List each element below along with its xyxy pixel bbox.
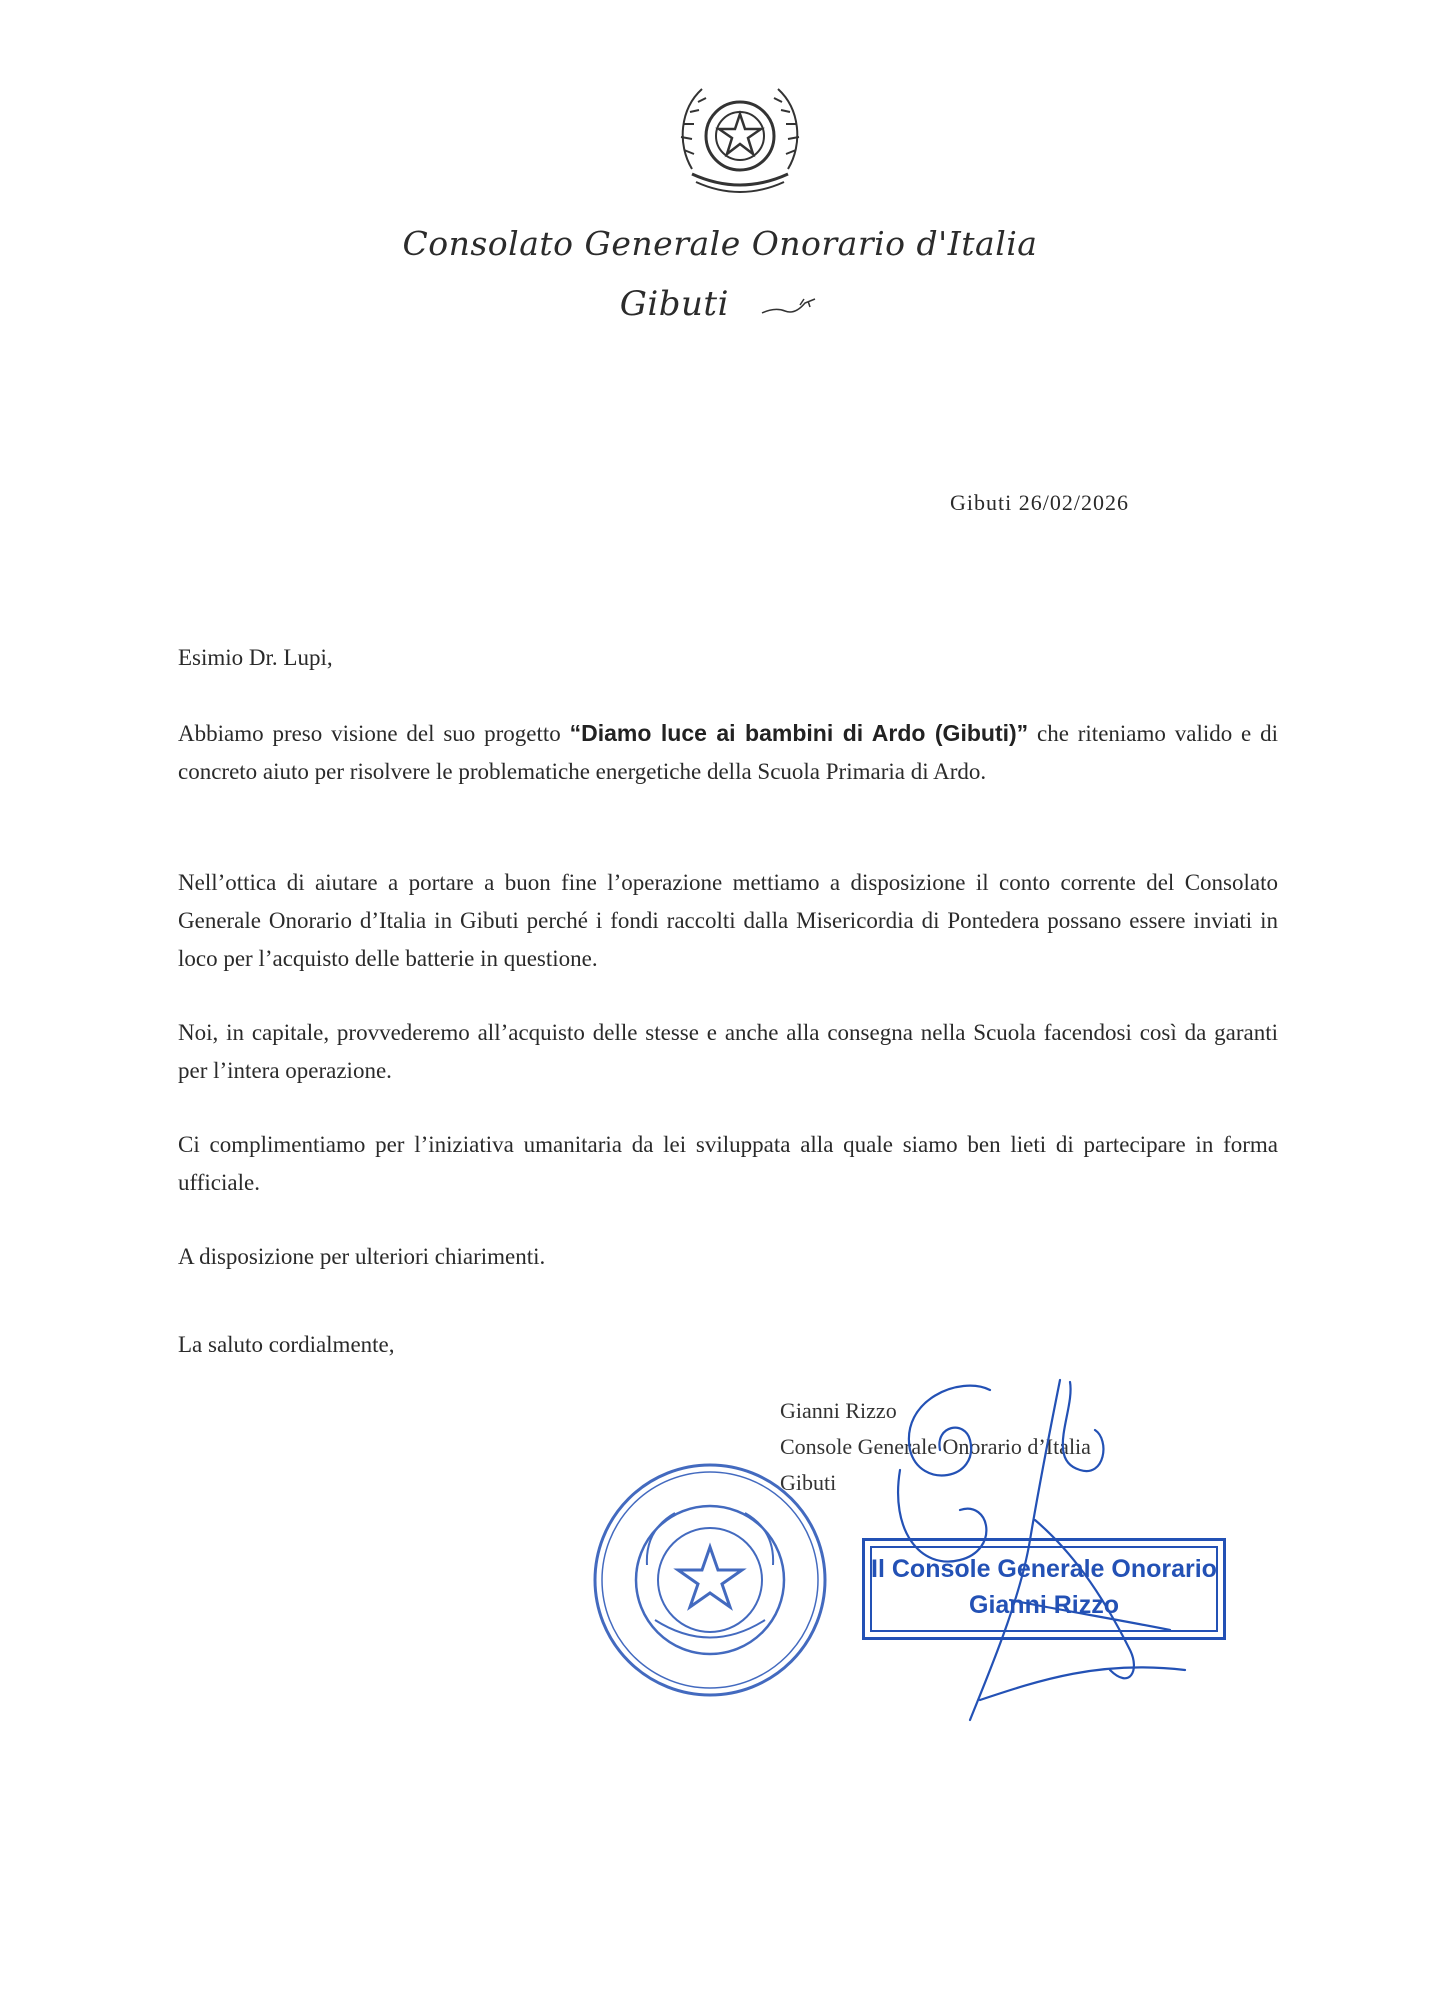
paragraph-project	[178, 714, 1278, 791]
stamp-name: Gianni Rizzo	[969, 1591, 1119, 1619]
signatory-name: Gianni Rizzo	[780, 1398, 897, 1423]
letter-date: Gibuti 26/02/2026	[950, 490, 1129, 515]
letterhead-title: Consolato Generale Onorario d'Italia	[402, 224, 1038, 263]
paragraph-purchase: Noi, in capitale, provvederemo all’acquisto delle stesse e anche alla consegna nella Scuola facendosi così da garanti per l’intera operazione.	[178, 1020, 1278, 1083]
handwritten-signature	[840, 1370, 1220, 1750]
consulate-seal	[585, 1455, 835, 1705]
salutation: Esimio Dr. Lupi,	[178, 645, 333, 670]
paragraph-bank-account: Nell’ottica di aiutare a portare a buon fine l’operazione mettiamo a disposizione il conto corrente del Consolato Generale Onorario d’Italia in Gibuti perché i fondi raccolti dalla Misericordia di Pontedera possano essere inviati in loco per l’acquisto delle batterie in questione.	[178, 870, 1278, 971]
signatory-title: Console Generale Onorario d’Italia	[780, 1434, 1091, 1459]
signatory-city: Gibuti	[780, 1470, 837, 1495]
letterhead-city	[0, 284, 1440, 324]
paragraph-project-intro: Abbiamo preso visione del suo progetto	[178, 721, 570, 746]
letterhead-city-text: Gibuti	[619, 284, 729, 324]
paragraph-compliments: Ci complimentiamo per l’iniziativa umanitaria da lei sviluppata alla quale siamo ben lieti di partecipare in forma ufficiale.	[178, 1132, 1278, 1195]
closing: La saluto cordialmente,	[178, 1332, 395, 1357]
flourish-icon	[760, 293, 820, 319]
paragraph-project-rest: che riteniamo valido e di concreto aiuto per risolvere le problematiche energetiche della Scuola Primaria di Ardo.	[178, 721, 1278, 784]
paragraph-availability: A disposizione per ulteriori chiarimenti.	[178, 1244, 546, 1269]
italian-republic-emblem	[672, 74, 808, 200]
stamp-title: Il Console Generale Onorario	[871, 1555, 1217, 1583]
project-title: “Diamo luce ai bambini di Ardo (Gibuti)”	[569, 720, 1029, 746]
